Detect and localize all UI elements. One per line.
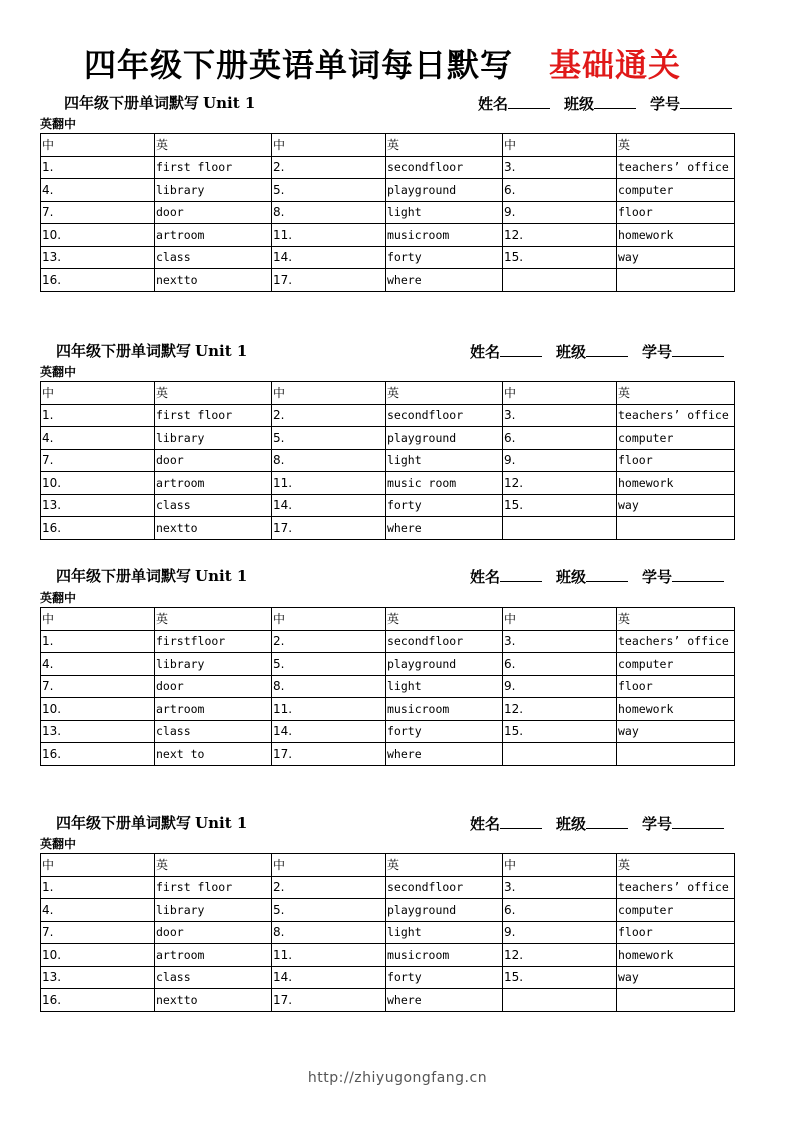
section-heading [56, 340, 247, 362]
section-heading-text: 四年级下册单词默写 [56, 567, 192, 585]
english-word-cell: computer [617, 179, 735, 202]
class-blank[interactable] [586, 812, 628, 829]
english-word-cell: nextto [155, 269, 272, 292]
column-header: 英 [617, 134, 735, 157]
chinese-answer-cell[interactable]: 6. [503, 179, 617, 202]
table-row [41, 989, 735, 1012]
id-label: 学号 [642, 815, 673, 833]
column-header: 中 [41, 382, 155, 405]
name-label: 姓名 [478, 95, 509, 113]
chinese-answer-cell[interactable]: 6. [503, 899, 617, 922]
chinese-answer-cell[interactable]: 14. [272, 720, 386, 743]
chinese-answer-cell[interactable]: 10. [41, 944, 155, 967]
english-word-cell: firstfloor [155, 630, 272, 653]
chinese-answer-cell[interactable]: 10. [41, 698, 155, 721]
table-row [41, 427, 735, 450]
section-heading [56, 812, 247, 834]
english-word-cell: computer [617, 427, 735, 450]
chinese-answer-cell[interactable]: 9. [503, 449, 617, 472]
english-word-cell: door [155, 449, 272, 472]
english-word-cell [617, 269, 735, 292]
table-row [41, 720, 735, 743]
english-word-cell: playground [386, 427, 503, 450]
name-label: 姓名 [470, 568, 501, 586]
chinese-answer-cell[interactable]: 1. [41, 876, 155, 899]
chinese-answer-cell[interactable]: 12. [503, 698, 617, 721]
name-label: 姓名 [470, 343, 501, 361]
english-word-cell [617, 517, 735, 540]
chinese-answer-cell[interactable]: 12. [503, 224, 617, 247]
chinese-answer-cell[interactable]: 15. [503, 494, 617, 517]
column-header: 英 [386, 382, 503, 405]
english-word-cell: forty [386, 246, 503, 269]
chinese-answer-cell[interactable]: 3. [503, 876, 617, 899]
table-header-row [41, 382, 735, 405]
chinese-answer-cell[interactable]: 11. [272, 472, 386, 495]
english-word-cell: way [617, 494, 735, 517]
chinese-answer-cell[interactable]: 8. [272, 921, 386, 944]
chinese-answer-cell[interactable]: 12. [503, 472, 617, 495]
english-word-cell: homework [617, 472, 735, 495]
translation-direction-label: 英翻中 [40, 837, 77, 851]
section-heading [64, 92, 255, 114]
english-word-cell: nextto [155, 989, 272, 1012]
vocabulary-table [40, 133, 735, 292]
chinese-answer-cell[interactable]: 1. [41, 630, 155, 653]
column-header: 中 [503, 382, 617, 405]
column-header: 英 [617, 382, 735, 405]
english-word-cell: where [386, 269, 503, 292]
name-blank[interactable] [500, 565, 542, 582]
column-header: 中 [41, 608, 155, 631]
chinese-answer-cell[interactable]: 3. [503, 156, 617, 179]
table-row [41, 156, 735, 179]
id-blank[interactable] [672, 565, 724, 582]
english-word-cell: homework [617, 698, 735, 721]
chinese-answer-cell[interactable] [503, 269, 617, 292]
chinese-answer-cell[interactable]: 3. [503, 404, 617, 427]
column-header: 中 [272, 382, 386, 405]
english-word-cell: where [386, 743, 503, 766]
english-word-cell: secondfloor [386, 630, 503, 653]
chinese-answer-cell[interactable]: 10. [41, 472, 155, 495]
chinese-answer-cell[interactable]: 14. [272, 966, 386, 989]
english-word-cell: door [155, 921, 272, 944]
english-word-cell: playground [386, 179, 503, 202]
table-row [41, 653, 735, 676]
chinese-answer-cell[interactable]: 13. [41, 720, 155, 743]
translation-direction-label: 英翻中 [40, 365, 77, 379]
english-word-cell: door [155, 201, 272, 224]
table-row [41, 404, 735, 427]
name-label: 姓名 [470, 815, 501, 833]
chinese-answer-cell[interactable]: 2. [272, 156, 386, 179]
english-word-cell: floor [617, 921, 735, 944]
chinese-answer-cell[interactable] [503, 517, 617, 540]
english-word-cell: library [155, 179, 272, 202]
english-word-cell: teachers’ office [617, 156, 735, 179]
chinese-answer-cell[interactable]: 5. [272, 427, 386, 450]
english-word-cell: library [155, 899, 272, 922]
id-blank[interactable] [672, 812, 724, 829]
chinese-answer-cell[interactable]: 15. [503, 246, 617, 269]
id-blank[interactable] [680, 92, 732, 109]
english-word-cell: light [386, 921, 503, 944]
english-word-cell: musicroom [386, 224, 503, 247]
table-row [41, 630, 735, 653]
vocabulary-table [40, 607, 735, 766]
english-word-cell: forty [386, 720, 503, 743]
chinese-answer-cell[interactable]: 14. [272, 494, 386, 517]
vocabulary-table [40, 853, 735, 1012]
class-label: 班级 [556, 568, 587, 586]
chinese-answer-cell[interactable]: 1. [41, 404, 155, 427]
table-row [41, 517, 735, 540]
english-word-cell: homework [617, 944, 735, 967]
chinese-answer-cell[interactable]: 11. [272, 224, 386, 247]
chinese-answer-cell[interactable]: 8. [272, 201, 386, 224]
section-heading-text: 四年级下册单词默写 [64, 94, 200, 112]
table-row [41, 224, 735, 247]
section-heading-text: 四年级下册单词默写 [56, 342, 192, 360]
english-word-cell: artroom [155, 224, 272, 247]
chinese-answer-cell[interactable]: 16. [41, 743, 155, 766]
chinese-answer-cell[interactable]: 15. [503, 966, 617, 989]
student-info-fields [470, 812, 724, 834]
english-word-cell: first floor [155, 876, 272, 899]
translation-direction-label: 英翻中 [40, 591, 77, 605]
table-header-row [41, 854, 735, 877]
page-title-badge: 基础通关 [549, 46, 682, 84]
english-word-cell: library [155, 427, 272, 450]
chinese-answer-cell[interactable]: 14. [272, 246, 386, 269]
name-blank[interactable] [508, 92, 550, 109]
section-unit: Unit 1 [195, 342, 248, 360]
english-word-cell: computer [617, 899, 735, 922]
chinese-answer-cell[interactable] [503, 989, 617, 1012]
page-title [84, 40, 681, 90]
english-word-cell: artroom [155, 944, 272, 967]
chinese-answer-cell[interactable]: 6. [503, 427, 617, 450]
column-header: 英 [155, 608, 272, 631]
chinese-answer-cell[interactable]: 6. [503, 653, 617, 676]
english-word-cell: secondfloor [386, 156, 503, 179]
chinese-answer-cell[interactable]: 2. [272, 876, 386, 899]
name-blank[interactable] [500, 812, 542, 829]
chinese-answer-cell[interactable]: 12. [503, 944, 617, 967]
english-word-cell: computer [617, 653, 735, 676]
chinese-answer-cell[interactable]: 2. [272, 630, 386, 653]
translation-direction-label: 英翻中 [40, 117, 77, 131]
table-row [41, 494, 735, 517]
english-word-cell: playground [386, 899, 503, 922]
table-row [41, 966, 735, 989]
table-row [41, 876, 735, 899]
chinese-answer-cell[interactable]: 11. [272, 944, 386, 967]
table-row [41, 472, 735, 495]
column-header: 英 [386, 608, 503, 631]
student-info-fields [470, 340, 724, 362]
english-word-cell: floor [617, 675, 735, 698]
english-word-cell: nextto [155, 517, 272, 540]
table-row [41, 921, 735, 944]
chinese-answer-cell[interactable]: 9. [503, 201, 617, 224]
english-word-cell: forty [386, 494, 503, 517]
table-row [41, 899, 735, 922]
english-word-cell: musicroom [386, 944, 503, 967]
column-header: 英 [155, 134, 272, 157]
table-row [41, 743, 735, 766]
chinese-answer-cell[interactable]: 9. [503, 675, 617, 698]
english-word-cell: teachers’ office [617, 404, 735, 427]
english-word-cell: library [155, 653, 272, 676]
english-word-cell: music room [386, 472, 503, 495]
chinese-answer-cell[interactable]: 8. [272, 675, 386, 698]
english-word-cell: teachers’ office [617, 876, 735, 899]
chinese-answer-cell[interactable]: 7. [41, 449, 155, 472]
chinese-answer-cell[interactable]: 11. [272, 698, 386, 721]
english-word-cell: class [155, 246, 272, 269]
chinese-answer-cell[interactable]: 17. [272, 269, 386, 292]
student-info-fields [478, 92, 732, 114]
english-word-cell: teachers’ office [617, 630, 735, 653]
class-blank[interactable] [586, 565, 628, 582]
chinese-answer-cell[interactable]: 4. [41, 899, 155, 922]
id-label: 学号 [642, 343, 673, 361]
chinese-answer-cell[interactable]: 16. [41, 517, 155, 540]
table-header-row [41, 608, 735, 631]
english-word-cell: homework [617, 224, 735, 247]
section-unit: Unit 1 [203, 94, 256, 112]
table-row [41, 944, 735, 967]
english-word-cell: where [386, 989, 503, 1012]
column-header: 英 [386, 854, 503, 877]
chinese-answer-cell[interactable]: 13. [41, 966, 155, 989]
chinese-answer-cell[interactable]: 13. [41, 246, 155, 269]
class-blank[interactable] [586, 340, 628, 357]
english-word-cell: light [386, 449, 503, 472]
english-word-cell [617, 743, 735, 766]
chinese-answer-cell[interactable]: 7. [41, 675, 155, 698]
id-label: 学号 [642, 568, 673, 586]
table-row [41, 201, 735, 224]
student-info-fields [470, 565, 724, 587]
english-word-cell: musicroom [386, 698, 503, 721]
chinese-answer-cell[interactable]: 5. [272, 899, 386, 922]
english-word-cell: next to [155, 743, 272, 766]
chinese-answer-cell[interactable]: 7. [41, 201, 155, 224]
chinese-answer-cell[interactable]: 13. [41, 494, 155, 517]
english-word-cell: secondfloor [386, 404, 503, 427]
english-word-cell: class [155, 720, 272, 743]
section-heading-text: 四年级下册单词默写 [56, 814, 192, 832]
column-header: 英 [155, 854, 272, 877]
class-label: 班级 [556, 815, 587, 833]
chinese-answer-cell[interactable]: 17. [272, 989, 386, 1012]
column-header: 英 [617, 854, 735, 877]
english-word-cell: class [155, 494, 272, 517]
chinese-answer-cell[interactable]: 2. [272, 404, 386, 427]
column-header: 英 [155, 382, 272, 405]
english-word-cell: way [617, 966, 735, 989]
column-header: 中 [272, 854, 386, 877]
english-word-cell: forty [386, 966, 503, 989]
table-row [41, 698, 735, 721]
footer-url[interactable]: http://zhiyugongfang.cn [307, 1070, 488, 1086]
english-word-cell: artroom [155, 698, 272, 721]
id-label: 学号 [650, 95, 681, 113]
column-header: 中 [272, 608, 386, 631]
class-blank[interactable] [594, 92, 636, 109]
chinese-answer-cell[interactable]: 8. [272, 449, 386, 472]
section-unit: Unit 1 [195, 814, 248, 832]
id-blank[interactable] [672, 340, 724, 357]
column-header: 英 [386, 134, 503, 157]
table-row [41, 269, 735, 292]
chinese-answer-cell[interactable]: 15. [503, 720, 617, 743]
chinese-answer-cell[interactable]: 17. [272, 743, 386, 766]
english-word-cell: artroom [155, 472, 272, 495]
column-header: 中 [41, 854, 155, 877]
chinese-answer-cell[interactable]: 7. [41, 921, 155, 944]
chinese-answer-cell[interactable]: 16. [41, 989, 155, 1012]
chinese-answer-cell[interactable]: 17. [272, 517, 386, 540]
section-heading [56, 565, 247, 587]
english-word-cell: way [617, 720, 735, 743]
english-word-cell [617, 989, 735, 1012]
column-header: 中 [41, 134, 155, 157]
chinese-answer-cell[interactable]: 1. [41, 156, 155, 179]
english-word-cell: floor [617, 449, 735, 472]
table-row [41, 675, 735, 698]
chinese-answer-cell[interactable]: 9. [503, 921, 617, 944]
page-title-main: 四年级下册英语单词每日默写 [84, 46, 514, 84]
chinese-answer-cell[interactable]: 5. [272, 179, 386, 202]
name-blank[interactable] [500, 340, 542, 357]
english-word-cell: where [386, 517, 503, 540]
chinese-answer-cell[interactable]: 4. [41, 427, 155, 450]
chinese-answer-cell[interactable]: 10. [41, 224, 155, 247]
class-label: 班级 [556, 343, 587, 361]
chinese-answer-cell[interactable]: 4. [41, 653, 155, 676]
column-header: 中 [503, 134, 617, 157]
english-word-cell: way [617, 246, 735, 269]
english-word-cell: light [386, 201, 503, 224]
column-header: 中 [272, 134, 386, 157]
chinese-answer-cell[interactable] [503, 743, 617, 766]
chinese-answer-cell[interactable]: 4. [41, 179, 155, 202]
table-row [41, 246, 735, 269]
column-header: 英 [617, 608, 735, 631]
section-unit: Unit 1 [195, 567, 248, 585]
english-word-cell: door [155, 675, 272, 698]
english-word-cell: secondfloor [386, 876, 503, 899]
english-word-cell: first floor [155, 404, 272, 427]
class-label: 班级 [564, 95, 595, 113]
table-header-row [41, 134, 735, 157]
vocabulary-table [40, 381, 735, 540]
english-word-cell: light [386, 675, 503, 698]
chinese-answer-cell[interactable]: 16. [41, 269, 155, 292]
column-header: 中 [503, 608, 617, 631]
english-word-cell: playground [386, 653, 503, 676]
column-header: 中 [503, 854, 617, 877]
english-word-cell: class [155, 966, 272, 989]
english-word-cell: first floor [155, 156, 272, 179]
table-row [41, 449, 735, 472]
chinese-answer-cell[interactable]: 3. [503, 630, 617, 653]
table-row [41, 179, 735, 202]
english-word-cell: floor [617, 201, 735, 224]
chinese-answer-cell[interactable]: 5. [272, 653, 386, 676]
